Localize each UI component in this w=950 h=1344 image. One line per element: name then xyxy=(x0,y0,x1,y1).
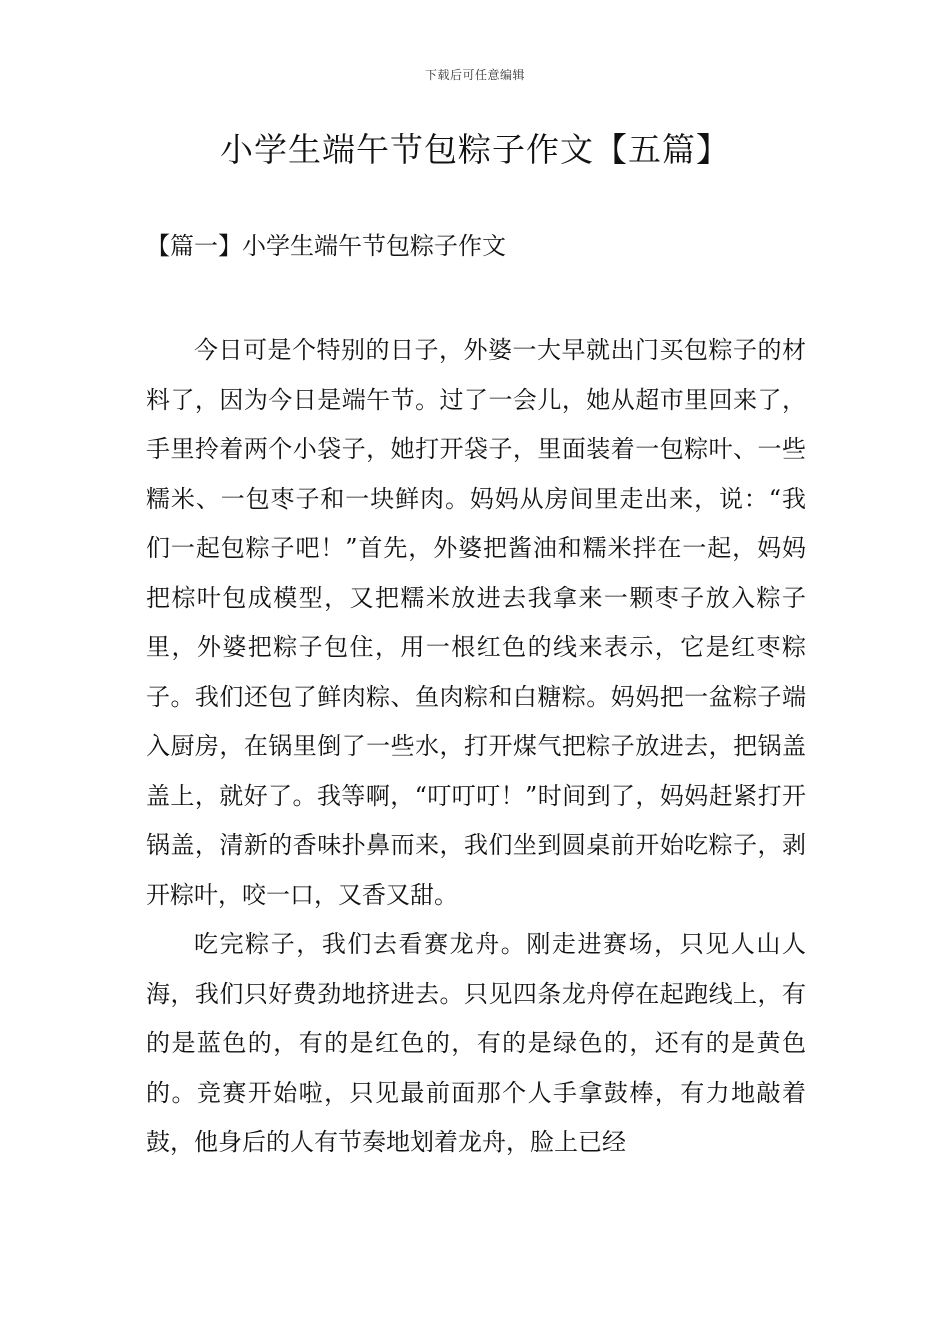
essay-body xyxy=(146,326,806,1168)
section-heading: 【篇一】小学生端午节包粽子作文 xyxy=(146,232,506,260)
header-note: 下载后可任意编辑 xyxy=(424,68,525,82)
paragraph: 吃完粽子，我们去看赛龙舟。刚走进赛场，只见人山人海，我们只好费劲地挤进去。只见四条龙舟停在起跑线上，有的是蓝色的，有的是红色的，有的是绿色的，还有的是黄色的。竞赛开始啦，只见最前面那个人手拿鼓棒，有力地敲着鼓，他身后的人有节奏地划着龙舟，脸上已经 xyxy=(146,930,806,1156)
document-title: 小学生端午节包粽子作文【五篇】 xyxy=(220,130,730,169)
paragraph: 今日可是个特别的日子，外婆一大早就出门买包粽子的材料了，因为今日是端午节。过了一会儿，她从超市里回来了，手里拎着两个小袋子，她打开袋子，里面装着一包粽叶、一些糯米、一包枣子和一块鲜肉。妈妈从房间里走出来，说：“我们一起包粽子吧！”首先，外婆把酱油和糯米拌在一起，妈妈把棕叶包成模型，又把糯米放进去我拿来一颗枣子放入粽子里，外婆把粽子包住，用一根红色的线来表示，它是红枣粽子。我们还包了鲜肉粽、鱼肉粽和白糖粽。妈妈把一盆粽子端入厨房，在锅里倒了一些水，打开煤气把粽子放进去，把锅盖盖上，就好了。我等啊，“叮叮叮！”时间到了，妈妈赶紧打开锅盖，清新的香味扑鼻而来，我们坐到圆桌前开始吃粽子，剥开粽叶，咬一口，又香又甜。 xyxy=(146,336,806,909)
